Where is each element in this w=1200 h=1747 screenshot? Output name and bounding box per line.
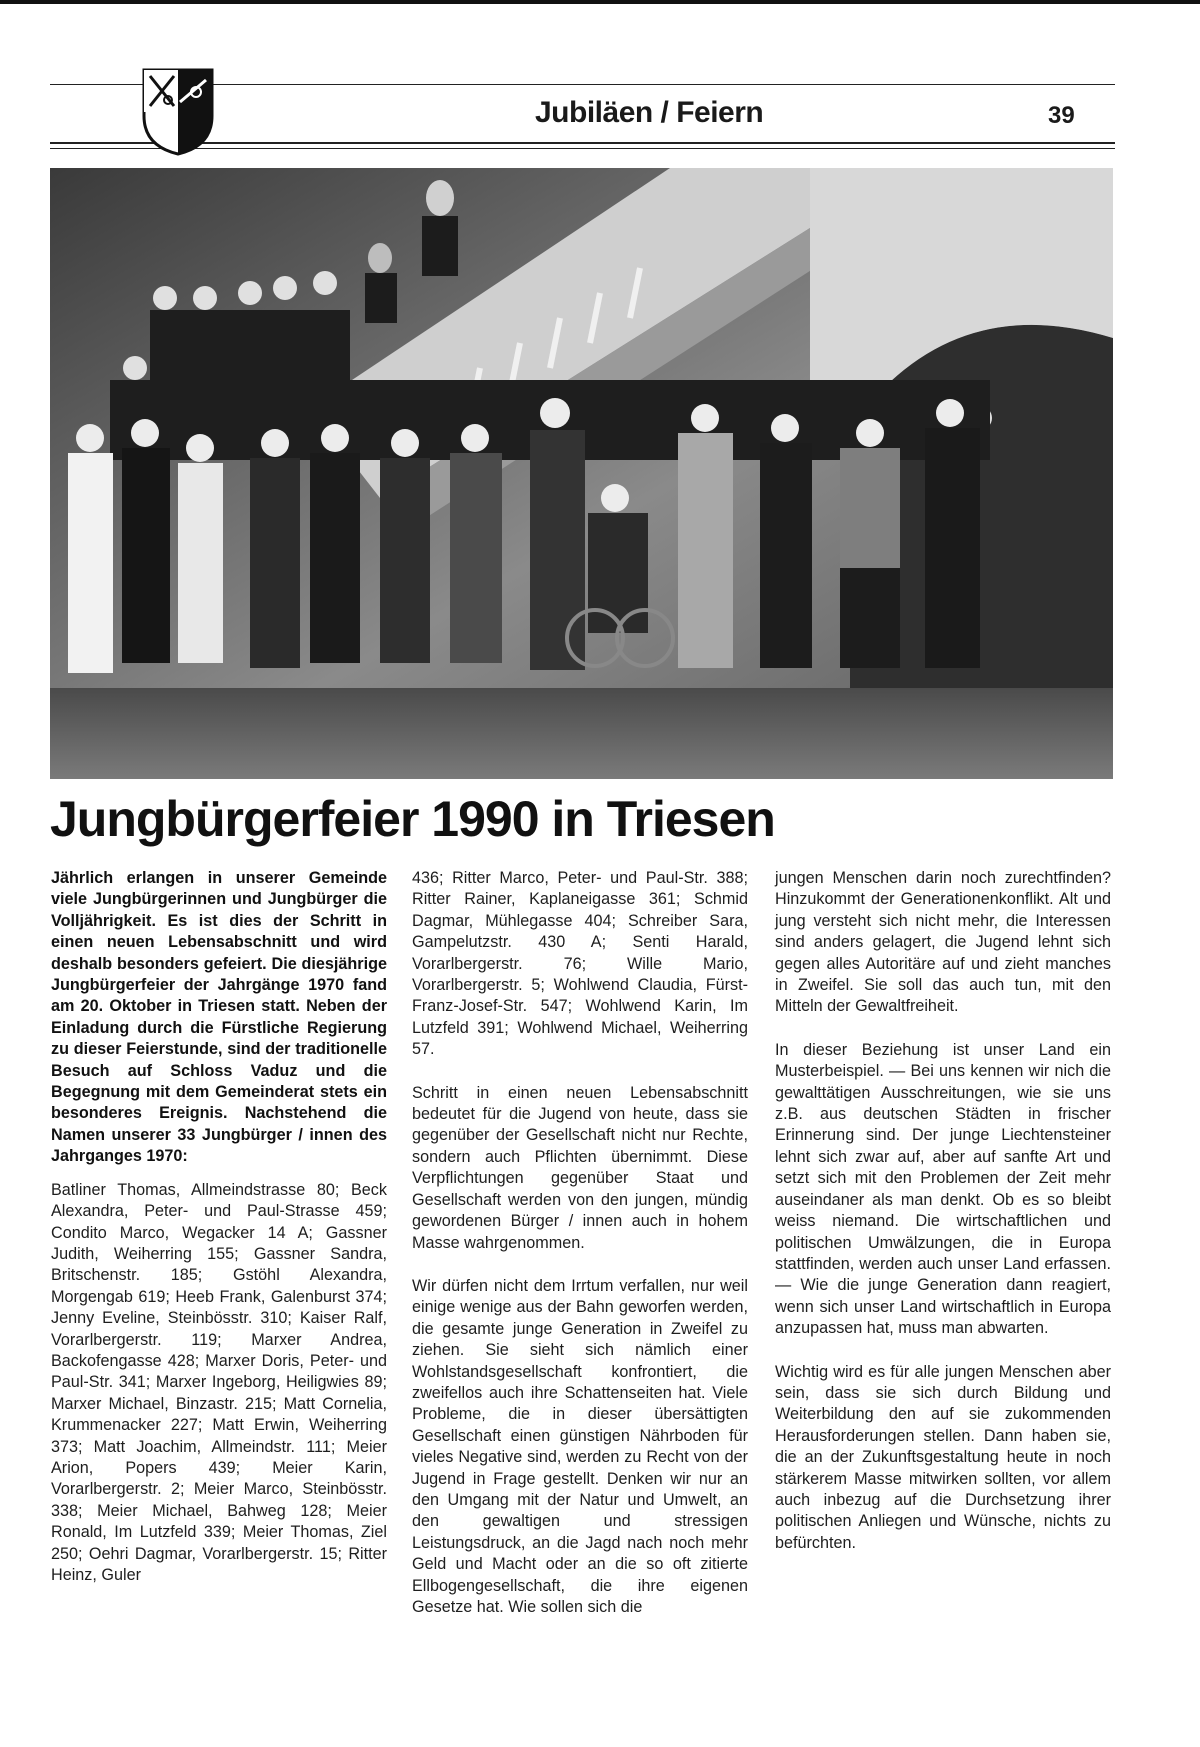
municipal-crest-icon bbox=[140, 66, 216, 156]
section-title: Jubiläen / Feiern bbox=[535, 96, 764, 129]
article-column-2 bbox=[412, 868, 748, 1640]
paragraph: In dieser Beziehung ist unser Land ein Musterbeispiel. — Bei uns kennen wir nich die gewalttätigen Ausschreitungen, wie sie uns z.B. aus deutschen Städten in frischer Erinnerung sind. Der junge Liechtensteiner lehnt sich zwar auf, aber auf sanfte Art und setzt sich mit den Problemen der Zeit mehr auseindaner als man denkt. Ob es so bleibt weiss niemand. Die wirtschaftlichen und politischen Umwälzungen, die in Europa stattfinden, werden auch unser Land erfassen. — Wie die junge Generation dann reagiert, wenn sich unser Land wirtschaftlich in Europa anzupassen hat, muss man abwarten. bbox=[775, 1040, 1111, 1338]
paragraph: Wir dürfen nicht dem Irrtum verfallen, nur weil einige wenige aus der Bahn geworfen werden, die gesamte junge Generation in Zweifel zu ziehen. Sie sieht sich nämlich einer Wohlstandsgesellschaft konfrontiert, die zweifellos auch ihre Schattenseiten hat. Viele Probleme, die in dieser übersättigten Gesellschaft einen günstigen Nährboden für vieles Negative sind, werden zu Recht von der Jugend in Frage gestellt. Denken wir nur an den Umgang mit der Natur und Umwelt, an den gewaltigen und stressigen Leistungsdruck, an die Jagd nach noch mehr Geld und Macht oder an die so oft zitierte Ellbogengesellschaft, die ihre eigenen Gesetze hat. Wie sollen sich die bbox=[412, 1276, 748, 1616]
paragraph: Schritt in einen neuen Lebensabschnitt bedeutet für die Jugend von heute, dass sie gegenüber der Gesellschaft nicht nur Rechte, sondern auch Pflichten übernimmt. Diese Verpflichtungen gegenüber Staat und Gesellschaft werden von den jungen, mündig gewordenen Bürger / innen auch in hohem Masse wahrgenommen. bbox=[412, 1083, 748, 1252]
page-number: 39 bbox=[1048, 102, 1075, 129]
article-column-1 bbox=[51, 868, 387, 1598]
article-column-3 bbox=[775, 868, 1111, 1576]
paragraph: Wichtig wird es für alle jungen Menschen aber sein, dass sie sich durch Bildung und Weiterbildung den auf sie zukommenden Herausforderungen stellen. Dann haben sie, die an der Zukunftsgestaltung heute in noch stärkerem Masse mitwirken sollten, vor allem auch inbezug auf die Durchsetzung ihrer politischen Anliegen und Wünsche, nichts zu befürchten. bbox=[775, 1362, 1111, 1552]
page-top-rule bbox=[0, 0, 1200, 4]
group-photo bbox=[50, 168, 1113, 779]
names-list-continued: 436; Ritter Marco, Peter- und Paul-Str. 388; Ritter Rainer, Kaplaneigasse 361; Schmid Dagmar, Mühlegasse 404; Schreiber Sara, Gampelutzstr. 430 A; Senti Harald, Vorarlbergerstr. 76; Wille Mario, Vorarlbergerstr. 5; Wohlwend Claudia, Fürst-Franz-Josef-Str. 547; Wohlwend Karin, Im Lutzfeld 391; Wohlwend Michael, Weiherring 57. bbox=[412, 869, 748, 1059]
article-headline: Jungbürgerfeier 1990 in Triesen bbox=[50, 791, 775, 847]
article-lead: Jährlich erlangen in unserer Gemeinde viele Jungbürgerinnen und Jungbürger die Volljährigkeit. Es ist dies der Schritt in einen neuen Lebensabschnitt und wird deshalb besonders gefeiert. Die diesjährige Jungbürgerfeier der Jahrgänge 1970 fand am 20. Oktober in Triesen statt. Neben der Einladung durch die Fürstliche Regierung zu dieser Feierstunde, sind der traditionelle Besuch auf Schloss Vaduz und die Begegnung mit dem Gemeinderat stets ein besonderes Ereignis. Nachstehend die Namen unserer 33 Jungbürger / innen des Jahrganges 1970: bbox=[51, 869, 387, 1166]
names-list: Batliner Thomas, Allmeindstrasse 80; Beck Alexandra, Peter- und Paul-Strasse 459; Condito Marco, Wegacker 14 A; Gassner Judith, Weiherring 155; Gassner Sandra, Britschenstr. 185; Gstöhl Alexandra, Morgengab 619; Heeb Frank, Galenburst 374; Jenny Eveline, Steinbösstr. 310; Kaiser Ralf, Vorarlbergerstr. 119; Marxer Andrea, Backofengasse 428; Marxer Doris, Peter- und Paul-Str. 341; Marxer Ingeborg, Heiligwies 89; Marxer Michael, Binzastr. 215; Matt Cornelia, Krummenacker 227; Matt Erwin, Weiherring 373; Matt Joachim, Allmeindstr. 111; Meier Arion, Popers 439; Meier Karin, Vorarlbergerstr. 2; Meier Marco, Steinbösstr. 338; Meier Michael, Bahweg 128; Meier Ronald, Im Lutzfeld 339; Meier Thomas, Ziel 250; Oehri Dagmar, Vorarlbergerstr. 15; Ritter Heinz, Guler bbox=[51, 1180, 387, 1584]
paragraph: jungen Menschen darin noch zurechtfinden? Hinzukommt der Generationenkonflikt. Alt und jung versteht sich nicht mehr, die Interessen sind anders gelagert, die Jugend lehnt sich gegen alles Autoritäre auf und zieht manches in Zweifel. Sie soll das auch tun, mit den Mitteln der Gewaltfreiheit. bbox=[775, 869, 1111, 1016]
